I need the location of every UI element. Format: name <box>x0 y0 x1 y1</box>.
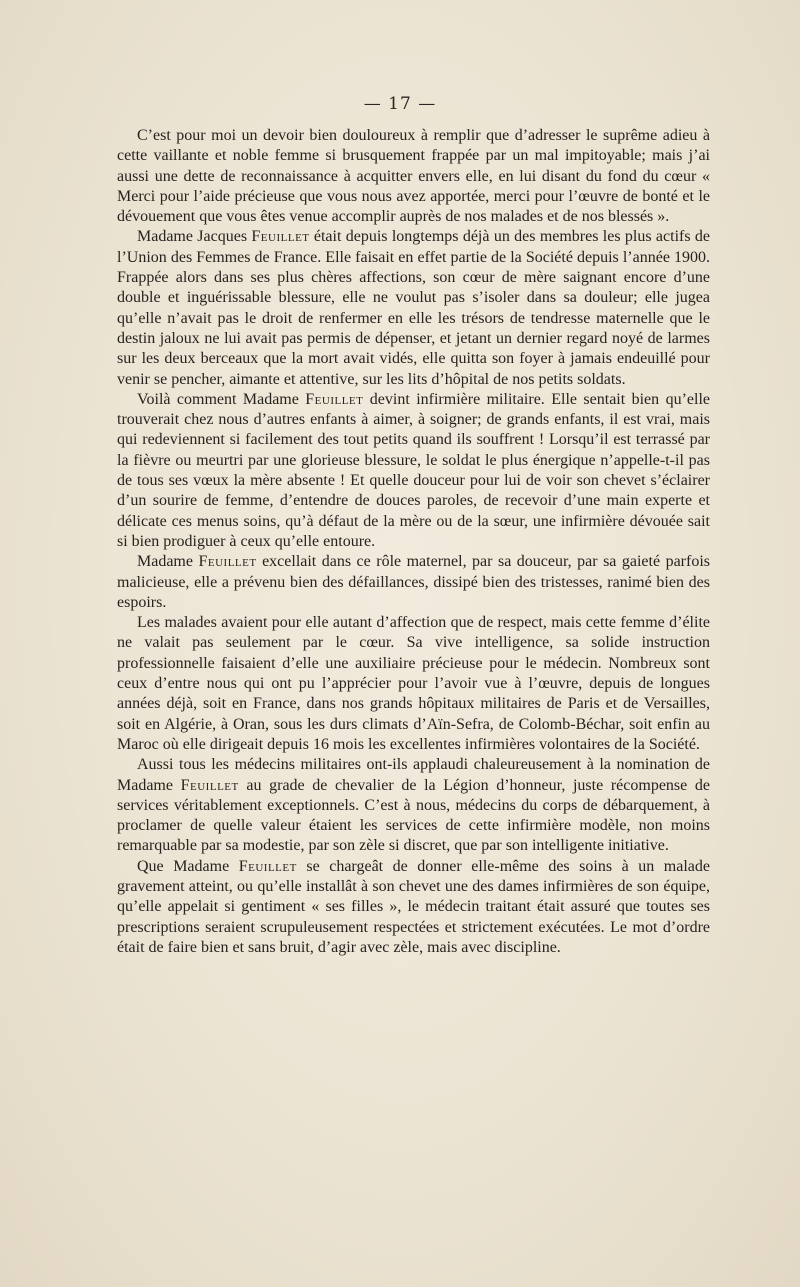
text-segment: C’est pour moi un devoir bien douloureux à remplir que d’adresser le suprême adieu à cette vaillante et noble femme si brusquement frappée par un mal impitoyable; mais j’ai aussi une dette de reconnaissance à acquitter envers elle, en lui disant du fond du cœur « Merci pour l’aide précieuse que vous nous avez apportée, merci pour l’œuvre de bonté et le dévouement que vous êtes venue accomplir auprès de nos malades et de nos blessés ». <box>117 127 710 226</box>
surname: Feuillet <box>238 857 297 875</box>
paragraph <box>117 857 710 958</box>
text-segment: devint infirmière militaire. Elle sentait bien qu’elle trouverait chez nous d’autres enfants à aimer, à soigner; de grands enfants, il est vrai, mais qui redeviennent si facilement des tout petits quand ils souffrent ! Lorsqu’il est terrassé par la fièvre ou meurtri par une glorieuse blessure, le soldat le plus énergique n’appelle-t-il pas de tous ses vœux la mère absente ! Et quelle douceur pour lui de voir son chevet s’éclairer d’un sourire de femme, d’entendre de douces paroles, de recevoir d’une main experte et délicate ces menus soins, qu’à défaut de la mère ou de la sœur, une infirmière dévouée sait si bien prodiguer à ceux qu’elle entoure. <box>117 390 710 550</box>
page-number: — 17 — <box>363 94 437 114</box>
text-segment: Madame <box>137 553 199 571</box>
text-segment: excellait dans ce rôle maternel, par sa douceur, par sa gaieté parfois malicieuse, elle a prévenu bien des défaillances, dissipé bien des tristesses, ranimé bien des espoirs. <box>117 553 710 611</box>
paragraph <box>117 552 710 613</box>
text-segment: se chargeât de donner elle-même des soins à un malade gravement atteint, ou qu’elle installât à son chevet une des dames infirmières de son équipe, qu’elle appelait si gentiment « ses filles », le médecin traitant était assuré que toutes ses prescriptions seraient scrupuleusement respectées et strictement exécutées. Le mot d’ordre était de faire bien et sans bruit, d’agir avec zèle, mais avec discipline. <box>117 857 710 956</box>
paragraph <box>117 126 710 227</box>
text-segment: Que Madame <box>137 857 239 875</box>
surname: Feuillet <box>251 228 310 246</box>
text-segment: Les malades avaient pour elle autant d’affection que de respect, mais cette femme d’élite ne valait pas seulement par le cœur. Sa vive intelligence, sa solide instruction professionnelle faisaient d’elle une auxiliaire précieuse pour le médecin. Nombreux sont ceux d’entre nous qui ont pu l’apprécier pour l’avoir vue à l’œuvre, depuis de longues années déjà, soit en France, dans nos grands hôpitaux militaires de Paris et de Versailles, soit en Algérie, à Oran, sous les durs climats d’Aïn-Sefra, de Colomb-Béchar, soit enfin au Maroc où elle dirigeait depuis 16 mois les excellentes infirmières volontaires de la Société. <box>117 614 710 753</box>
text-segment: Madame Jacques <box>137 228 252 246</box>
paragraph <box>117 227 710 389</box>
body-text <box>117 126 710 958</box>
text-segment: au grade de chevalier de la Légion d’honneur, juste récompense de services véritablement exceptionnels. C’est à nous, médecins du corps de débarquement, à proclamer de quelle valeur étaient les services de cette infirmière modèle, non moins remarquable par sa modestie, par son zèle si discret, que par son intelligente initiative. <box>117 776 710 855</box>
surname: Feuillet <box>305 390 364 408</box>
text-segment: était depuis longtemps déjà un des membres les plus actifs de l’Union des Femmes de France. Elle faisait en effet partie de la Société depuis l’année 1900. Frappée alors dans ses plus chères affections, son cœur de mère saignant encore d’une double et inguérissable blessure, elle ne voulut pas s’isoler dans sa douleur; elle jugea qu’elle n’avait pas le droit de renfermer en elle les trésors de tendresse maternelle que le destin jaloux ne lui avait pas permis de dépenser, et jetant un dernier regard noyé de larmes sur les deux berceaux que la mort avait vidés, elle quitta son foyer à jamais endeuillé pour venir se pencher, aimante et attentive, sur les lits d’hôpital de nos petits soldats. <box>117 228 711 388</box>
paragraph <box>117 390 710 552</box>
paragraph <box>117 613 710 755</box>
surname: Feuillet <box>198 553 257 571</box>
surname: Feuillet <box>180 776 239 794</box>
paragraph <box>117 755 710 856</box>
text-segment: Aussi tous les médecins militaires ont-ils applaudi chaleureusement à la nomination de Madame <box>117 756 710 794</box>
text-segment: Voilà comment Madame <box>137 390 306 408</box>
